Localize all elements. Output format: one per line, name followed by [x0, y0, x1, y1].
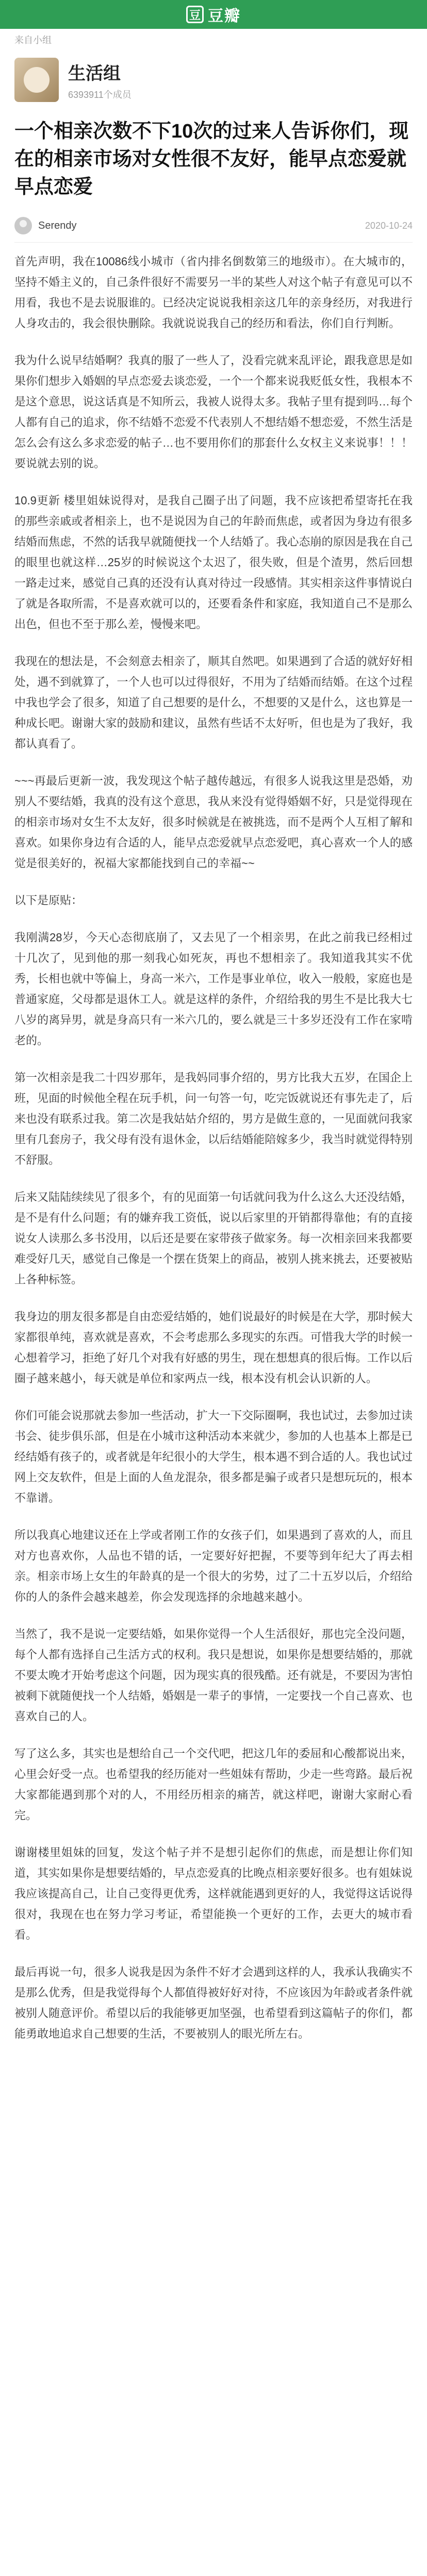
douban-logo: [186, 3, 241, 26]
top-brand-bar: [0, 0, 427, 29]
logo-text: 豆瓣: [208, 8, 241, 25]
post-paragraph: ~~~再最后更新一波，我发现这个帖子越传越远，有很多人说我这里是恐婚，劝别人不要结婚，我真的没有这个意思，我从来没有觉得婚姻不好，只是觉得现在的相亲市场对女生不太友好，很多时候就是在被挑选，而不是两个人互相了解和喜欢。如果你身边有合适的人，能早点恋爱就早点恋爱吧，真心喜欢一个人的感觉是很美好的，祝福大家都能找到自己的幸福~~: [14, 774, 413, 870]
post-paragraph: 10.9更新 楼里姐妹说得对，是我自己圈子出了问题，我不应该把希望寄托在我的那些亲戚或者相亲上，也不是说因为自己的年龄而焦虑，或者因为身边有很多结婚而焦虑，不然的话我早就随便找一个人结婚了。我心态崩的原因是我在自己的眼里也就这样…25岁的时候说这个太迟了，很失败，但是个渣男，然后回想一路走过来，感觉自己真的还没有认真对待过一段感情。其实相亲这件事情说白了就是各取所需，不是喜欢就可以的，还要看条件和家庭，我知道自己不是那么出色，但也不至于那么差，慢慢来吧。: [14, 494, 413, 631]
author-row: [14, 215, 413, 236]
post-paragraph: 写了这么多，其实也是想给自己一个交代吧，把这几年的委屈和心酸都说出来，心里会好受一点。也希望我的经历能对一些姐妹有帮助，少走一些弯路。最后祝大家都能遇到那个对的人，不用经历相亲的痛苦，就这样吧，谢谢大家耐心看完。: [14, 1747, 413, 1822]
header-divider: [14, 242, 413, 243]
post-paragraph: 第一次相亲是我二十四岁那年，是我妈同事介绍的，男方比我大五岁，在国企上班，见面的时候他全程在玩手机，问一句答一句，吃完饭就说还有事先走了，后来也没有联系过我。第二次是我姑姑介绍的，男方是做生意的，一见面就问我家里有几套房子，我父母有没有退休金，以后结婚能陪嫁多少，我当时就觉得特别不舒服。: [14, 1071, 413, 1166]
post-paragraph: 我现在的想法是，不会刻意去相亲了，顺其自然吧。如果遇到了合适的就好好相处，遇不到就算了，一个人也可以过得很好，不用为了结婚而结婚。在这个过程中我也学会了很多，知道了自己想要的是什么，不想要的又是什么，这也算是一种成长吧。谢谢大家的鼓励和建议，虽然有些话不太好听，但也是为了我好，我都认真看了。: [14, 655, 413, 750]
group-avatar: [14, 58, 59, 102]
author-name[interactable]: Serendy: [38, 219, 77, 231]
group-source-tag: 来自小组: [14, 35, 52, 45]
author-avatar[interactable]: [14, 217, 32, 234]
post-paragraph: 你们可能会说那就去参加一些活动，扩大一下交际圈啊，我也试过，去参加过读书会、徒步俱乐部，但是在小城市这种活动本来就少，参加的人也基本上都是已经结婚有孩子的，或者就是年纪很小的大学生，根本遇不到合适的人。我也试过网上交友软件，但是上面的人鱼龙混杂，很多都是骗子或者只是想玩玩的，根本不靠谱。: [14, 1409, 413, 1504]
post-paragraph: 以下是原贴：: [14, 894, 83, 907]
post-body: [14, 251, 413, 2576]
logo-icon: 豆: [186, 6, 204, 23]
post-paragraph: 所以我真心地建议还在上学或者刚工作的女孩子们，如果遇到了喜欢的人，而且对方也喜欢你，人品也不错的话，一定要好好把握，不要等到年纪大了再去相亲。相亲市场上女生的年龄真的是一个很大的劣势，过了二十五岁以后，介绍给你的人的条件会越来越差，你会发现选择的余地越来越小。: [14, 1529, 413, 1603]
post-paragraph: 我身边的朋友很多都是自由恋爱结婚的，她们说最好的时候是在大学，那时候大家都很单纯，喜欢就是喜欢，不会考虑那么多现实的东西。可惜我大学的时候一心想着学习，拒绝了好几个对我有好感的男生，现在想想真的很后悔。工作以后圈子越来越小，每天就是单位和家两点一线，根本没有机会认识新的人。: [14, 1310, 413, 1385]
post-paragraph: 谢谢楼里姐妹的回复，发这个帖子并不是想引起你们的焦虑，而是想让你们知道，其实如果你是想要结婚的，早点恋爱真的比晚点相亲要好很多。也有姐妹说我应该提高自己，让自己变得更优秀，这样就能遇到更好的人，我觉得这话说得很对，我现在也在努力学习考证，希望能换一个更好的工作，去更大的城市看看。: [14, 1846, 413, 1941]
post-paragraph: 我刚满28岁，今天心态彻底崩了，又去见了一个相亲男，在此之前我已经相过十几次了，见到他的那一刻我心如死灰，再也不想相亲了。我知道我其实不优秀，长相也就中等偏上，身高一米六，工作是事业单位，收入一般般，家庭也是普通家庭，父母都是退休工人。就是这样的条件，介绍给我的男生不是比我大七八岁的离异男，就是身高只有一米六几的，要么就是三十多岁还没有工作在家啃老的。: [14, 931, 413, 1047]
post-title: 一个相亲次数不下10次的过来人告诉你们，现在的相亲市场对女性很不友好，能早点恋爱就早点恋爱: [14, 121, 409, 198]
group-name[interactable]: 生活组: [68, 63, 121, 83]
post-paragraph: 首先声明，我在10086线小城市（省内排名倒数第三的地级市）。在大城市的，坚持不婚主义的，自己条件很好不需要另一半的某些人对这个帖子有意见可以不用看，我也不是去说服谁的。已经决定说说我相亲这几年的亲身经历，对我进行人身攻击的，我会很快删除。我就说说我自己的经历和看法，你们自行判断。: [14, 255, 413, 330]
post-paragraph: 最后再说一句，很多人说我是因为条件不好才会遇到这样的人，我承认我确实不是那么优秀，但是我觉得每个人都值得被好好对待，不应该因为年龄或者条件就被别人随意评价。希望以后的我能够更加坚强，也希望看到这篇帖子的你们，都能勇敢地追求自己想要的生活，不要被别人的眼光所左右。: [14, 1965, 413, 2040]
post-time: 2020-10-24: [365, 220, 413, 231]
post-paragraph: 我为什么说早结婚啊？我真的服了一些人了，没看完就来乱评论，跟我意思是如果你们想步入婚姻的早点恋爱去谈恋爱，一个一个都来说我贬低女性，我根本不是这个意思，说这话真是不知所云，我被人说得太多。我帖子里有提到吗…每个人都有自己的追求，你不结婚不恋爱不代表别人不想结婚不想恋爱，不然生活是怎么会有这么多求恋爱的帖子…也不要用你们的那套什么女权主义来说事！！！要说就去别的说。: [14, 354, 413, 470]
post-paragraph: 当然了，我不是说一定要结婚，如果你觉得一个人生活很好，那也完全没问题，每个人都有选择自己生活方式的权利。我只是想说，如果你是想要结婚的，那就不要太晚才开始考虑这个问题，因为现实真的很残酷。还有就是，不要因为害怕被剩下就随便找一个人结婚，婚姻是一辈子的事情，一定要找一个自己喜欢、也喜欢自己的人。: [14, 1628, 413, 1723]
group-card[interactable]: [14, 52, 413, 108]
group-member-count: 6393911个成员: [68, 89, 132, 100]
post-paragraph: 后来又陆陆续续见了很多个，有的见面第一句话就问我为什么这么大还没结婚，是不是有什么问题；有的嫌弃我工资低，说以后家里的开销都得靠他；有的直接说女人读那么多书没用，以后还是要在家带孩子做家务。每一次相亲回来我都要难受好几天，感觉自己像是一个摆在货架上的商品，被别人挑来挑去，还要被贴上各种标签。: [14, 1191, 413, 1286]
